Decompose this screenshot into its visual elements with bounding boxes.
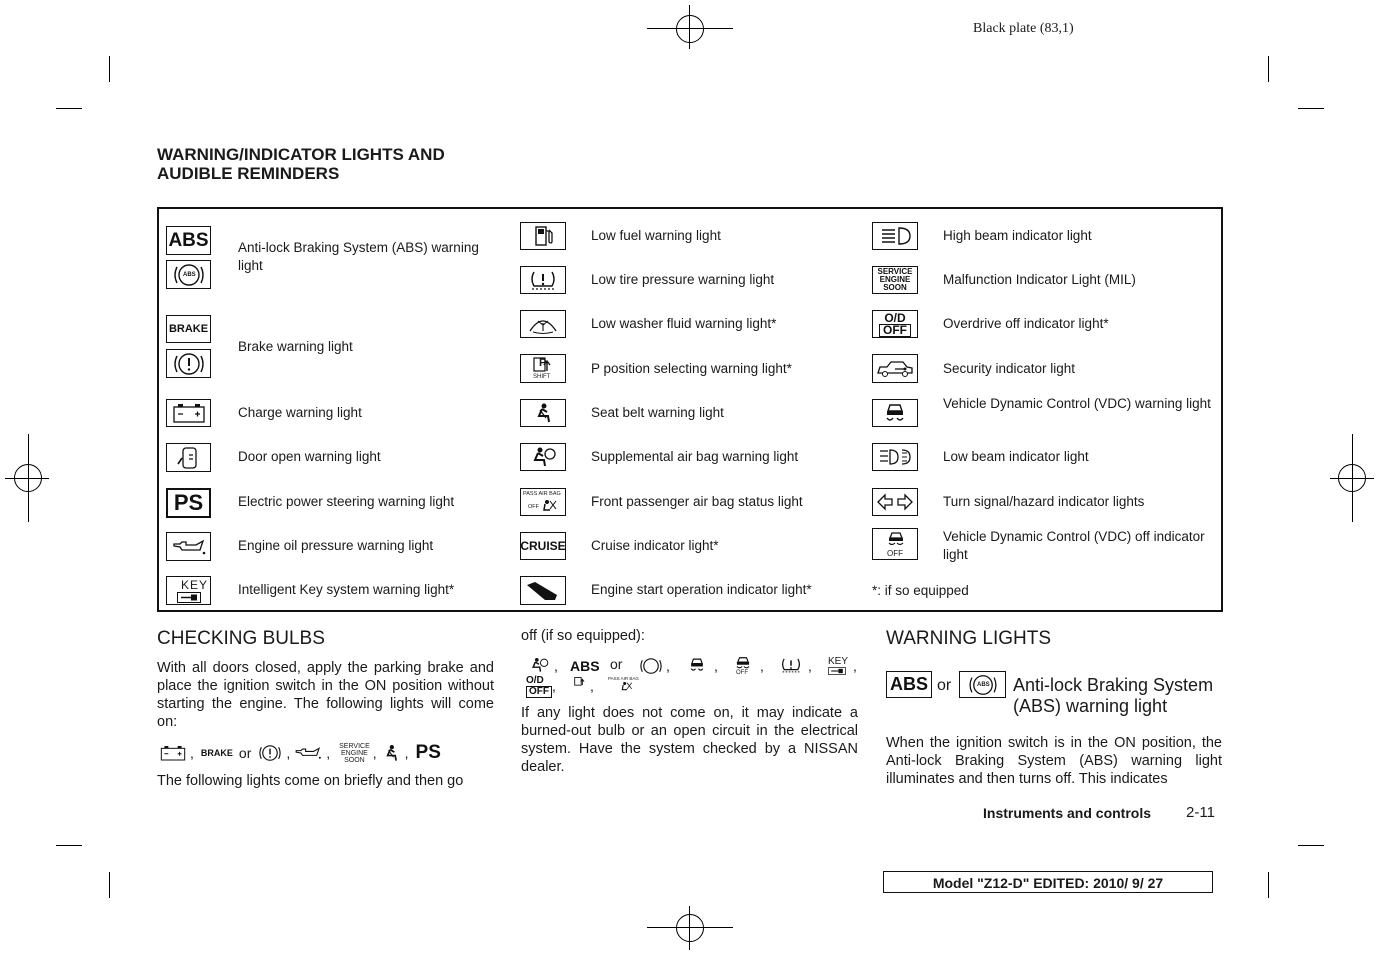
registration-mark xyxy=(676,15,704,43)
table-label: Intelligent Key system warning light* xyxy=(238,582,455,597)
key-fob-icon xyxy=(828,667,846,675)
comma: , xyxy=(853,658,857,674)
comma: , xyxy=(760,658,764,674)
table-label: Charge warning light xyxy=(238,405,362,420)
crop-line xyxy=(109,56,110,82)
icon-text: O/D xyxy=(884,310,906,325)
high-beam-icon xyxy=(872,222,918,250)
on-lights-row xyxy=(159,742,441,764)
pass-air-bag-icon xyxy=(520,488,566,516)
icon-text: OFF xyxy=(736,670,748,676)
or-text: or xyxy=(610,656,623,672)
comma: , xyxy=(714,658,718,674)
od-off-icon xyxy=(872,310,918,338)
icon-text: OFF xyxy=(887,549,903,558)
table-label: P position selecting warning light* xyxy=(591,361,792,376)
icon-text: P xyxy=(539,357,547,369)
table-label: Brake warning light xyxy=(238,339,353,354)
crop-line xyxy=(1268,56,1269,82)
vdc-icon xyxy=(872,399,918,427)
table-label: Low fuel warning light xyxy=(591,228,721,243)
table-label: Low tire pressure warning light xyxy=(591,272,775,287)
icon-text: BRAKE xyxy=(168,323,209,335)
key-icon xyxy=(166,576,211,605)
service-engine-icon xyxy=(872,266,918,294)
briefly-paragraph: The following lights come on briefly and then go xyxy=(157,773,464,789)
table-label: Malfunction Indicator Light (MIL) xyxy=(943,272,1136,287)
icon-text: O/D xyxy=(526,675,544,686)
tire-pressure-icon xyxy=(778,656,804,674)
crop-line xyxy=(1298,108,1324,109)
or-text: or xyxy=(937,677,952,694)
crop-line xyxy=(56,845,82,846)
comma: , xyxy=(552,678,556,694)
p-shift-icon xyxy=(570,674,590,694)
abs-text-icon xyxy=(166,226,211,255)
tire-pressure-icon xyxy=(520,266,566,294)
table-label: Vehicle Dynamic Control (VDC) off indicator light xyxy=(943,529,1205,562)
cruise-icon xyxy=(520,532,566,560)
table-label: Electric power steering warning light xyxy=(238,494,455,509)
comma: , xyxy=(190,745,194,761)
icon-text: OFF xyxy=(879,324,911,337)
low-beam-icon xyxy=(872,443,918,471)
table-label: Seat belt warning light xyxy=(591,405,724,420)
table-label: Overdrive off indicator light* xyxy=(943,316,1109,331)
abs-circle-icon xyxy=(166,260,211,289)
registration-mark xyxy=(14,464,42,492)
table-label: Cruise indicator light* xyxy=(591,538,719,553)
icon-text: SERVICE xyxy=(339,742,370,750)
door-icon xyxy=(166,443,211,472)
icon-text: SERVICE xyxy=(877,267,913,276)
vdc-icon xyxy=(686,656,708,674)
checking-heading: CHECKING BULBS xyxy=(157,628,325,649)
ps-icon: PS xyxy=(415,742,441,763)
plate-label: Black plate (83,1) xyxy=(973,21,1074,36)
footer-section: Instruments and controls xyxy=(983,805,1152,821)
key-icon: KEY xyxy=(828,656,849,667)
warning-heading: WARNING LIGHTS xyxy=(886,628,1052,649)
seat-belt-icon xyxy=(520,399,566,427)
table-label: Security indicator light xyxy=(943,361,1076,376)
abs-subheading xyxy=(1013,675,1213,717)
abs-text-icon: ABS xyxy=(570,658,600,674)
icon-text: SOON xyxy=(344,756,365,764)
comma: , xyxy=(404,745,409,761)
crop-line xyxy=(1298,845,1324,846)
oil-can-icon xyxy=(166,532,211,561)
battery-icon xyxy=(159,744,187,762)
comma: , xyxy=(590,678,594,694)
turn-signal-icon xyxy=(872,488,918,516)
crop-line xyxy=(1268,872,1269,898)
dealer-paragraph: If any light does not come on, it may indicate a burned-out bulb or an open circuit in the electrical system. Have the system checked by a NISSAN dealer. xyxy=(521,705,858,775)
icon-text: ABS xyxy=(183,272,196,278)
pass-air-bag-icon: PASS AIR BAG xyxy=(608,676,639,681)
brake-circle-icon xyxy=(257,743,283,763)
abs-text-icon xyxy=(886,671,932,698)
vdc-off-icon xyxy=(872,528,918,560)
table-label: Anti-lock Braking System (ABS) warning light xyxy=(238,240,479,273)
seat-belt-icon xyxy=(380,743,402,763)
icon-text: SHIFT xyxy=(533,374,551,380)
briefly-lights-group xyxy=(524,656,859,696)
air-bag-icon xyxy=(520,443,566,471)
icon-text: ABS xyxy=(977,682,990,688)
icon-text: ENGINE xyxy=(341,749,368,757)
icon-text: OFF xyxy=(528,504,539,510)
page-title xyxy=(157,145,445,183)
abs-circle-icon xyxy=(959,671,1006,698)
brake-circle-icon xyxy=(166,349,211,378)
washer-fluid-icon xyxy=(520,310,566,338)
footnote: *: if so equipped xyxy=(872,583,969,598)
off-paragraph: off (if so equipped): xyxy=(521,628,645,644)
comma: , xyxy=(326,745,331,761)
table-label: High beam indicator light xyxy=(943,228,1092,243)
subheading-line: Anti-lock Braking System xyxy=(1013,675,1214,695)
table-label: Engine oil pressure warning light xyxy=(238,538,434,553)
table-label: Low beam indicator light xyxy=(943,449,1089,464)
title-line: WARNING/INDICATOR LIGHTS AND xyxy=(157,145,445,164)
od-off-icon xyxy=(526,676,552,698)
icon-text: CRUISE xyxy=(520,539,566,553)
title-line: AUDIBLE REMINDERS xyxy=(157,164,340,183)
page-number: 2-11 xyxy=(1186,804,1215,821)
battery-icon xyxy=(166,399,211,427)
brake-text-icon: BRAKE xyxy=(200,748,233,758)
service-engine-icon xyxy=(339,743,370,764)
model-box: Model "Z12-D" EDITED: 2010/ 9/ 27 xyxy=(883,871,1213,893)
ps-icon xyxy=(166,488,211,518)
table-label: Turn signal/hazard indicator lights xyxy=(943,494,1145,509)
table-label: Front passenger air bag status light xyxy=(591,494,803,509)
table-label: Supplemental air bag warning light xyxy=(591,449,799,464)
icon-text: PS xyxy=(173,490,204,515)
comma: , xyxy=(808,658,812,674)
comma: , xyxy=(554,658,558,674)
abs-circle-icon xyxy=(638,656,664,676)
abs-paragraph: When the ignition switch is in the ON position, the Anti-lock Braking System (ABS) warning light illuminates and then turns off. This indicates xyxy=(886,735,1222,787)
subheading-line: (ABS) warning light xyxy=(1013,696,1168,716)
icon-text: SOON xyxy=(883,283,907,292)
table-label: Door open warning light xyxy=(238,449,381,464)
table-label: Low washer fluid warning light* xyxy=(591,316,777,331)
registration-mark xyxy=(1338,464,1366,492)
checking-paragraph: With all doors closed, apply the parking brake and place the ignition switch in the ON position without starting the engine. The following lights will come on: xyxy=(157,660,494,730)
or-text: or xyxy=(238,745,252,761)
engine-start-icon xyxy=(520,576,566,605)
air-bag-icon xyxy=(528,656,550,674)
fuel-pump-icon xyxy=(520,222,566,250)
registration-mark xyxy=(676,914,704,942)
icon-text: PASS AIR BAG xyxy=(523,491,561,497)
comma: , xyxy=(372,745,377,761)
icon-text: OFF xyxy=(526,686,552,698)
oil-can-icon xyxy=(293,744,323,762)
p-shift-icon xyxy=(520,354,566,383)
crop-line xyxy=(56,108,82,109)
icon-text: ENGINE xyxy=(879,275,911,284)
pass-air-bag-figure-icon xyxy=(620,681,634,693)
indicator-table xyxy=(157,207,1223,612)
icon-text: ABS xyxy=(168,229,209,251)
brake-text-icon xyxy=(166,315,211,343)
crop-line xyxy=(109,872,110,898)
vdc-off-icon xyxy=(734,656,752,670)
icon-text: KEY xyxy=(181,578,209,592)
security-car-icon xyxy=(872,354,918,383)
icon-text: ABS xyxy=(889,674,928,694)
table-label: Engine start operation indicator light* xyxy=(591,582,812,597)
comma: , xyxy=(666,658,670,674)
table-label: Vehicle Dynamic Control (VDC) warning light xyxy=(943,396,1211,411)
comma: , xyxy=(286,745,291,761)
